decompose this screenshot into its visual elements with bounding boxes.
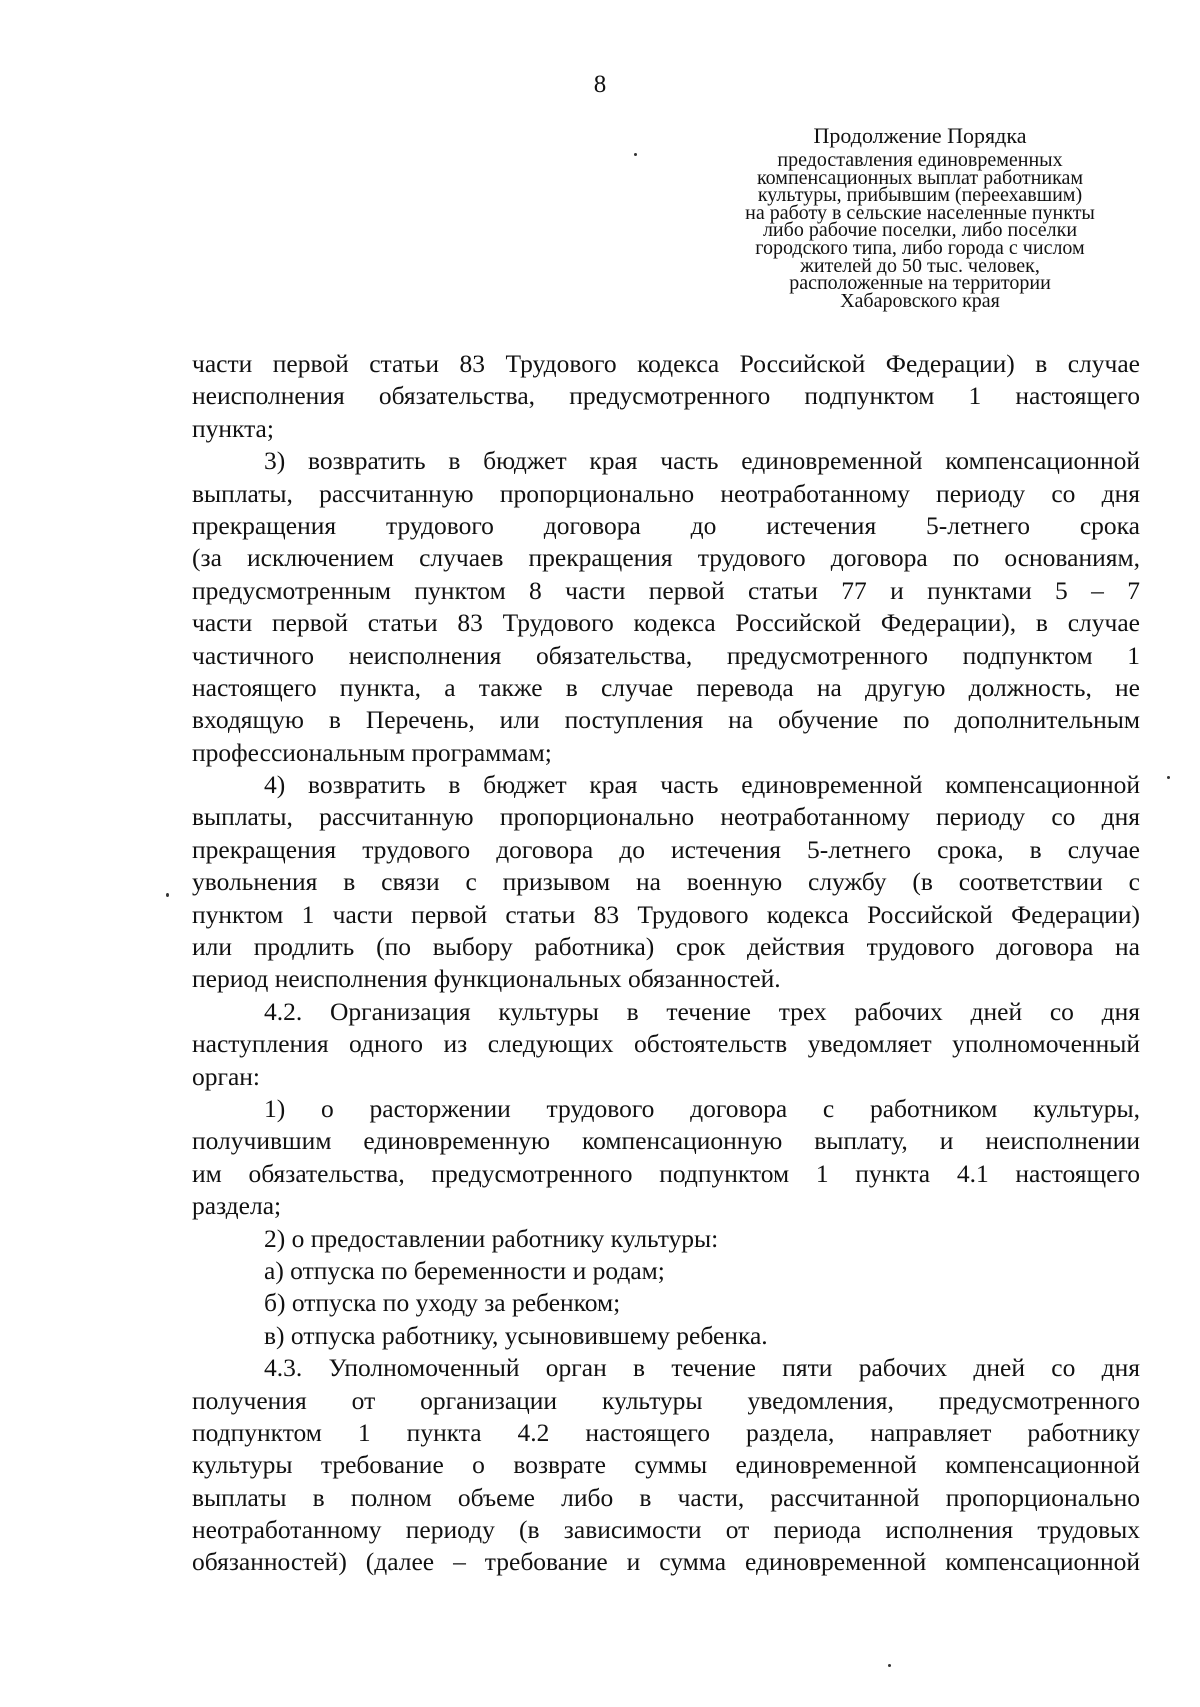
body-line: выплаты в полном объеме либо в части, рассчитанной пропорционально [192, 1482, 1140, 1512]
body-line: получившим единовременную компенсационную выплату, и неисполнении [192, 1126, 1140, 1156]
body-line: выплаты, рассчитанную пропорционально неотработанному периоду со дня [192, 478, 1140, 508]
body-line: 1) о расторжении трудового договора с работником культуры, [264, 1093, 1140, 1123]
body-line: орган: [192, 1061, 261, 1091]
header-line: компенсационных выплат работникам [756, 166, 1084, 189]
body-line: части первой статьи 83 Трудового кодекса Российской Федерации) в случае [192, 349, 1140, 378]
header-line: Хабаровского края [840, 289, 1000, 312]
header-line: жителей до 50 тыс. человек, [800, 254, 1040, 277]
body-line: выплаты, рассчитанную пропорционально неотработанному периоду со дня [192, 802, 1140, 832]
body-line: прекращения трудового договора до истечения 5-летнего срока [192, 510, 1140, 540]
body-line: 3) возвратить в бюджет края часть единовременной компенсационной [264, 446, 1140, 476]
scan-speck [166, 893, 169, 897]
body-line: 2) о предоставлении работнику культуры: [264, 1223, 719, 1253]
header-line: культуры, прибывшим (переехавшим) [757, 184, 1083, 207]
body-line: а) отпуска по беременности и родам; [264, 1255, 665, 1285]
header-block [700, 149, 1140, 312]
scan-speck [888, 1664, 891, 1667]
body-line: части первой статьи 83 Трудового кодекса Российской Федерации), в случае [192, 608, 1140, 638]
body-line: раздела; [192, 1191, 282, 1221]
header-line: либо рабочие поселки, либо поселки [762, 219, 1078, 242]
body-line: 4.3. Уполномоченный орган в течение пяти рабочих дней со дня [264, 1353, 1140, 1383]
header-line: расположенные на территории [789, 272, 1051, 295]
body-line: наступления одного из следующих обстоятельств уведомляет уполномоченный [192, 1029, 1140, 1059]
body-line: 4.2. Организация культуры в течение трех рабочих дней со дня [264, 996, 1140, 1026]
body-line: увольнения в связи с призывом на военную службу (в соответствии с [192, 867, 1140, 897]
page-number: 8 [593, 71, 607, 98]
body-line: входящую в Перечень, или поступления на обучение по дополнительным [192, 705, 1140, 735]
body-line: настоящего пункта, а также в случае перевода на другую должность, не [192, 672, 1140, 702]
body-line: обязанностей) (далее – требование и сумма единовременной компенсационной [192, 1547, 1140, 1577]
body-line: частичного неисполнения обязательства, предусмотренного подпунктом 1 [192, 640, 1140, 670]
body-line: пункта; [192, 413, 274, 443]
body-line: профессиональным программам; [192, 737, 552, 767]
scan-speck [1167, 776, 1170, 779]
body-line: неотработанному периоду (в зависимости от периода исполнения трудовых [192, 1515, 1140, 1545]
body-line: им обязательства, предусмотренного подпунктом 1 пункта 4.1 настоящего [192, 1158, 1140, 1188]
body-line: получения от организации культуры уведомления, предусмотренного [192, 1385, 1140, 1415]
body-line: (за исключением случаев прекращения трудового договора по основаниям, [192, 543, 1140, 573]
body-line: подпунктом 1 пункта 4.2 настоящего раздела, направляет работнику [192, 1417, 1140, 1447]
body-line: прекращения трудового договора до истечения 5-летнего срока, в случае [192, 834, 1140, 864]
header-title: Продолжение Порядка [813, 123, 1027, 148]
header-line: на работу в сельские населенные пункты [745, 201, 1095, 224]
body-text [192, 348, 1140, 1579]
body-line: период неисполнения функциональных обязанностей. [192, 964, 781, 994]
body-line: неисполнения обязательства, предусмотренного подпунктом 1 настоящего [192, 381, 1140, 411]
header-line: городского типа, либо города с числом [755, 236, 1085, 259]
body-line: 4) возвратить в бюджет края часть единовременной компенсационной [264, 770, 1140, 800]
body-line: пунктом 1 части первой статьи 83 Трудового кодекса Российской Федерации) [192, 899, 1140, 929]
scan-speck [634, 153, 637, 156]
header-line: предоставления единовременных [777, 149, 1063, 171]
body-line: б) отпуска по уходу за ребенком; [264, 1288, 621, 1318]
body-line: предусмотренным пунктом 8 части первой статьи 77 и пунктами 5 – 7 [192, 575, 1140, 605]
body-line: или продлить (по выбору работника) срок действия трудового договора на [192, 932, 1140, 962]
body-line: культуры требование о возврате суммы единовременной компенсационной [192, 1450, 1140, 1480]
body-line: в) отпуска работнику, усыновившему ребенка. [264, 1320, 768, 1350]
